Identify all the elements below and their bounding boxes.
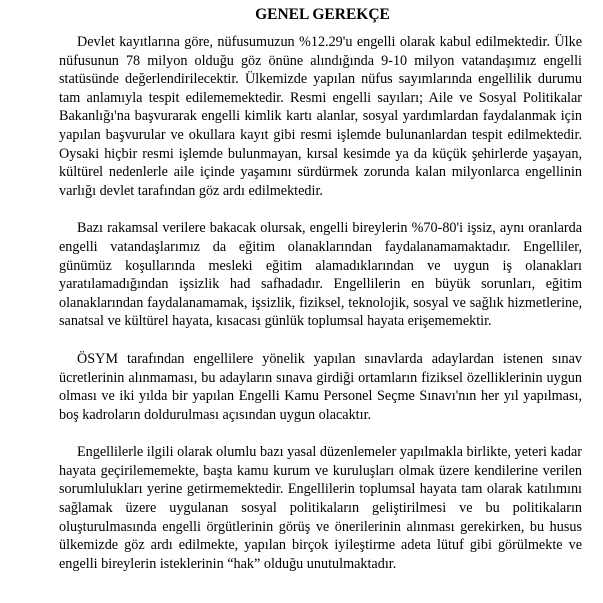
document-page	[59, 6, 582, 573]
paragraph-1: Devlet kayıtlarına göre, nüfusumuzun %12.29'u engelli olarak kabul edilmektedir. Ülke nüfusunun 78 milyon olduğu göz önüne alındığında 9-10 milyon vatandaşımız engelli statüsünde değerlendirilecektir. Ülkemizde yapılan nüfus sayımlarında engellilik durumu tam anlamıyla tespit edilememektedir. Resmi engelli sayıları; Aile ve Sosyal Politikalar Bakanlığı'na başvurarak engelli kimlik kartı alanlar, sosyal yardımlardan faydalanmak için yapılan başvurular ve okullara kayıt gibi resmi işlemde bulunanlardan tespit edilmektedir. Oysaki hiçbir resmi işlemde bulunmayan, kırsal kesimde ya da küçük şehirlerde yaşayan, kültürel nedenlerle aile içinde yaşamını sürdürmek zorunda kalan milyonlarca engellinin varlığı devlet tarafından göz ardı edilmektedir.	[59, 34, 582, 199]
paragraph-3: ÖSYM tarafından engellilere yönelik yapılan sınavlarda adaylardan istenen sınav ücretlerinin alınmaması, bu adayların sınava girdiği ortamların fiziksel özelliklerinin uygun olması ve iki yılda bir yapılan Engelli Kamu Personel Seçme Sınavı'nın her yıl yapılması, boş kadroların doldurulması açısından uygun olacaktır.	[59, 350, 582, 423]
paragraph-4: Engellilerle ilgili olarak olumlu bazı yasal düzenlemeler yapılmakla birlikte, yeteri kadar hayata geçirilememekte, başta kamu kurum ve kuruluşları olmak üzere kendilerine verilen sorumlulukları yerine getirmemektedir. Engellilerin toplumsal hayata tam olarak katılımını sağlamak üzere uygulanan sosyal politikaların geliştirilmesi ve bu politikaların oluşturulmasında engelli örgütlerinin görüş ve önerilerinin alınması gerekirken, bu husus ülkemizde göz ardı edilmekte, yapılan birçok iyileştirme adeta lütuf gibi görülmekte ve engelli bireylerin isteklerinin “hak” olduğu unutulmaktadır.	[59, 444, 582, 572]
document-title: GENEL GEREKÇE	[255, 6, 390, 23]
paragraph-2: Bazı rakamsal verilere bakacak olursak, engelli bireylerin %70-80'i işsiz, aynı oranlarda engelli vatandaşlarımız da eğitim olanaklarından faydalanamamaktadır. Engelliler, günümüz koşullarında mesleki eğitim alamadıklarından ve uygun iş olanakları yaratılamadığından işsizlik had safhadadır. Engellilerin en büyük sorunları, eğitim olanaklarından faydalanamamak, işsizlik, fiziksel, teknolojik, sosyal ve sağlık hizmetlerine, sanatsal ve kültürel hayata, kısacası günlük toplumsal hayata erişememektir.	[59, 220, 582, 330]
